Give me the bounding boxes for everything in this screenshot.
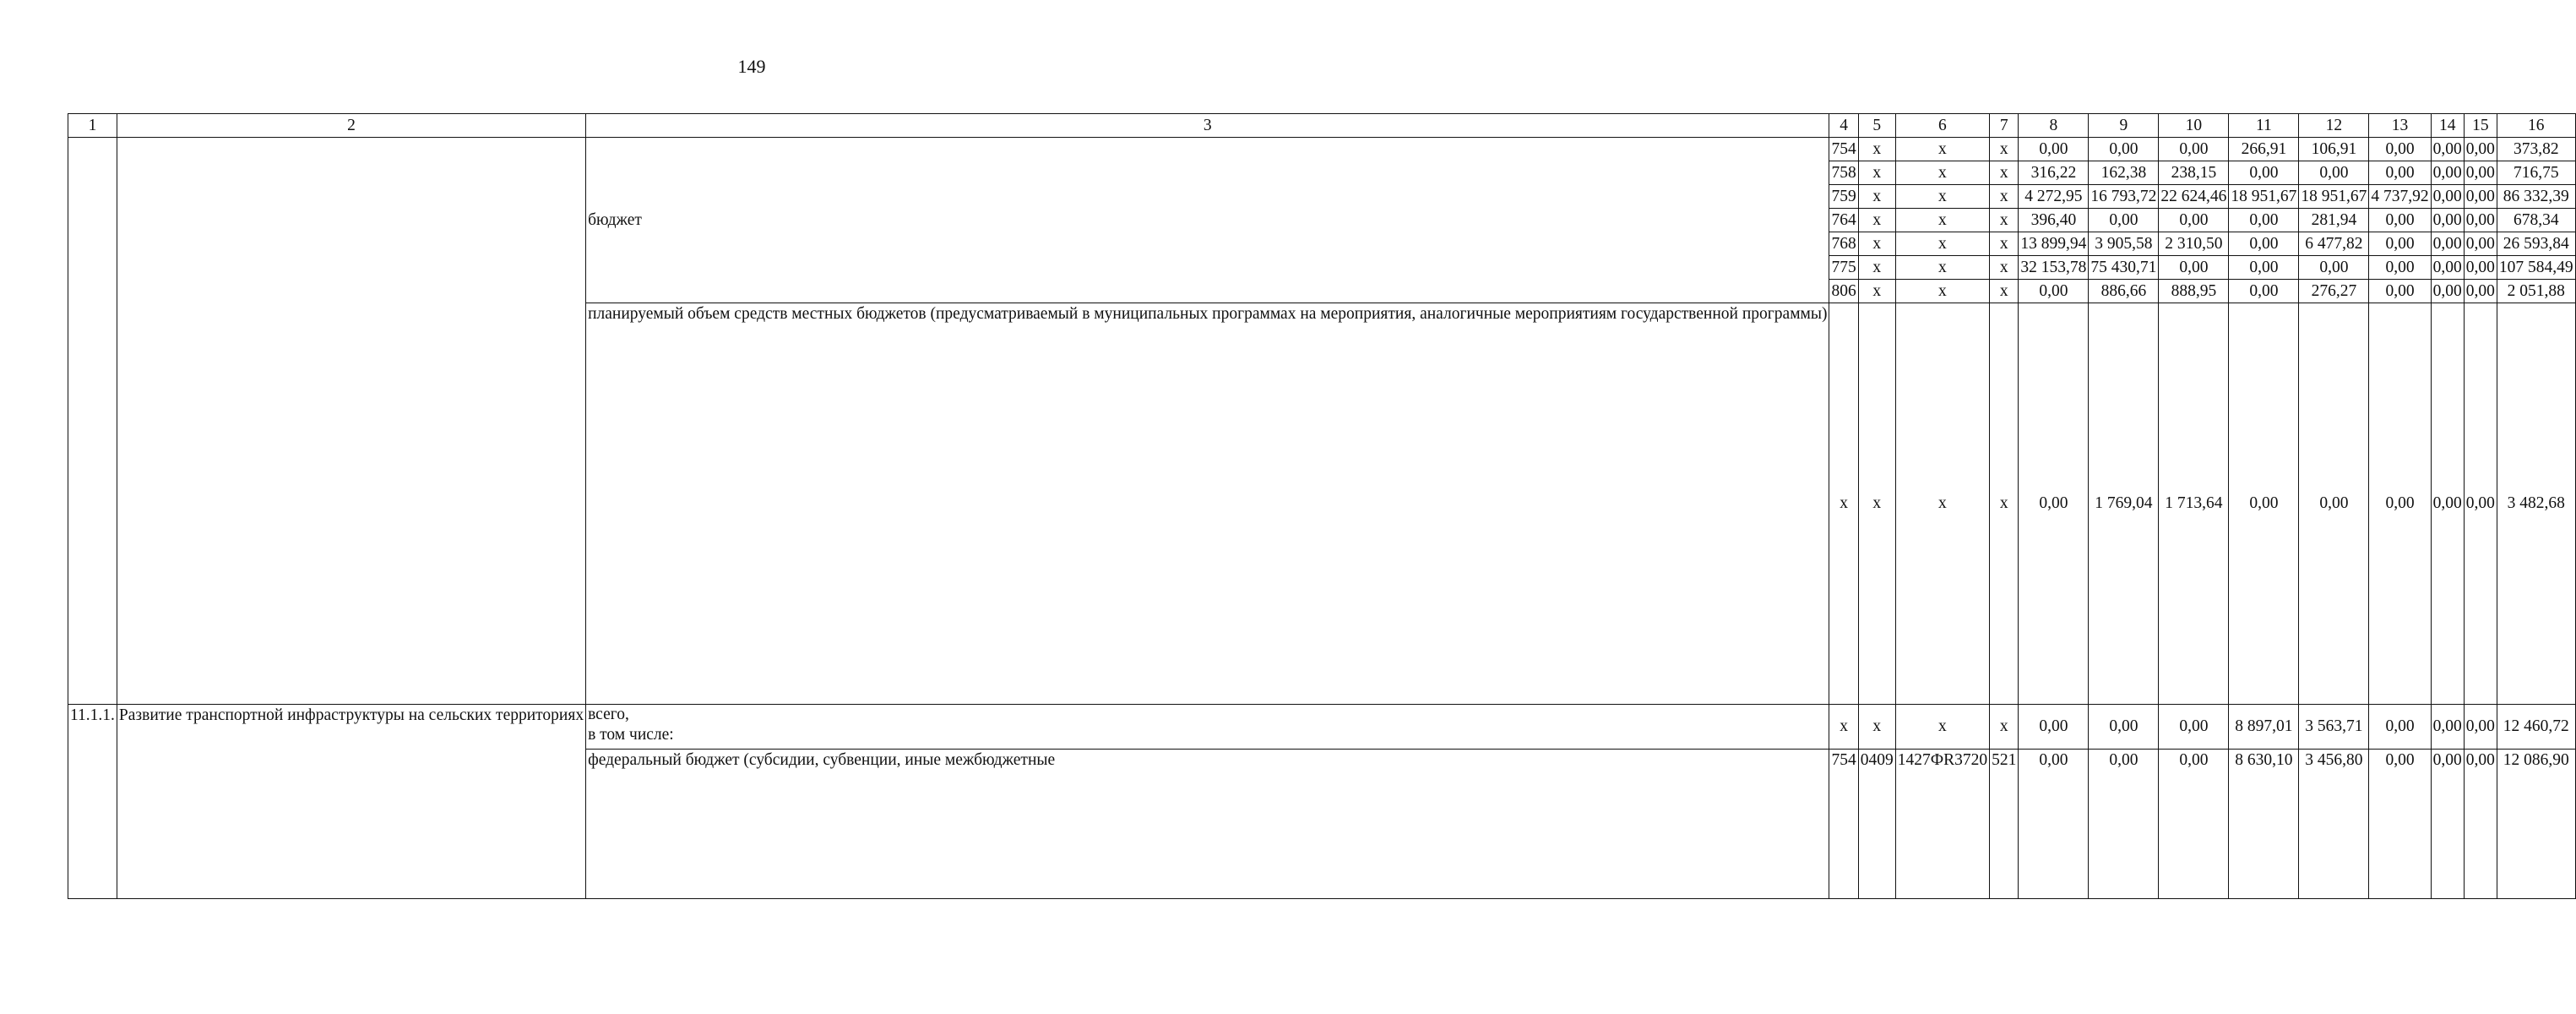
table-cell: 0,00 (2019, 138, 2089, 161)
table-cell: 0,00 (2089, 138, 2159, 161)
table-cell: 0,00 (2369, 161, 2431, 185)
header-cell: 10 (2159, 114, 2229, 138)
table-cell: x (1858, 232, 1895, 256)
table-cell: 373,82 (2497, 138, 2575, 161)
table-cell: 0,00 (2464, 232, 2497, 256)
table-cell: 0,00 (2431, 209, 2464, 232)
header-cell: 2 (117, 114, 585, 138)
empty-cell (68, 138, 117, 705)
table-cell: x (1858, 161, 1895, 185)
header-cell: 5 (1858, 114, 1895, 138)
table-cell: 754 (1829, 750, 1858, 899)
table-cell: x (1990, 161, 2019, 185)
table-cell: 0,00 (2431, 161, 2464, 185)
table-cell: 0,00 (2431, 705, 2464, 750)
table-cell: 0,00 (2159, 705, 2229, 750)
table-cell: 754 (1829, 138, 1858, 161)
table-row (68, 138, 2576, 161)
table-cell: 3 905,58 (2089, 232, 2159, 256)
table-cell: 0,00 (2464, 256, 2497, 280)
table-cell: 8 897,01 (2229, 705, 2299, 750)
table-cell: 0,00 (2431, 232, 2464, 256)
table-cell: 0,00 (2464, 209, 2497, 232)
table-cell: 0,00 (2431, 256, 2464, 280)
table-cell: x (1990, 138, 2019, 161)
table-cell: 106,91 (2299, 138, 2369, 161)
table-cell: 0,00 (2299, 303, 2369, 705)
table-cell: x (1990, 705, 2019, 750)
table-cell: x (1858, 256, 1895, 280)
table-cell: 886,66 (2089, 280, 2159, 303)
table-cell: 6 477,82 (2299, 232, 2369, 256)
table-cell: x (1990, 185, 2019, 209)
header-row (68, 114, 2576, 138)
table-cell: 0,00 (2299, 256, 2369, 280)
table-cell: 0,00 (2019, 303, 2089, 705)
header-cell: 4 (1829, 114, 1858, 138)
table-cell: 4 272,95 (2019, 185, 2089, 209)
table-cell: 12 086,90 (2497, 750, 2575, 899)
header-cell: 8 (2019, 114, 2089, 138)
table-cell: 0,00 (2229, 280, 2299, 303)
table-cell: 18 951,67 (2299, 185, 2369, 209)
table-cell: x (1829, 705, 1858, 750)
table-cell: 276,27 (2299, 280, 2369, 303)
total-label-line-1: всего, (588, 706, 629, 723)
table-cell: 759 (1829, 185, 1858, 209)
header-cell: 16 (2497, 114, 2575, 138)
table-cell: 107 584,49 (2497, 256, 2575, 280)
total-label (586, 705, 1829, 750)
table-cell: 0,00 (2369, 750, 2431, 899)
table-cell: 4 737,92 (2369, 185, 2431, 209)
table-cell: 678,34 (2497, 209, 2575, 232)
item-total-row (68, 705, 2576, 750)
table-cell: 775 (1829, 256, 1858, 280)
table-cell: 0,00 (2229, 161, 2299, 185)
table-cell: 396,40 (2019, 209, 2089, 232)
table-cell: 18 951,67 (2229, 185, 2299, 209)
table-cell: 0,00 (2299, 161, 2369, 185)
table-cell: x (1895, 232, 1989, 256)
table-cell: 0,00 (2089, 705, 2159, 750)
table-cell: 281,94 (2299, 209, 2369, 232)
page-number: 149 (737, 56, 766, 77)
table-cell: 266,91 (2229, 138, 2299, 161)
table-cell: x (1895, 256, 1989, 280)
table-cell: x (1895, 209, 1989, 232)
header-cell: 11 (2229, 114, 2299, 138)
table-cell: 22 624,46 (2159, 185, 2229, 209)
table-cell: 0,00 (2019, 280, 2089, 303)
table-cell: 764 (1829, 209, 1858, 232)
table-cell: 26 593,84 (2497, 232, 2575, 256)
table-cell: 0,00 (2019, 750, 2089, 899)
header-cell: 1 (68, 114, 117, 138)
table-cell: 0,00 (2159, 256, 2229, 280)
table-cell: 0,00 (2369, 280, 2431, 303)
item-number: 11.1.1. (68, 705, 117, 899)
table-cell: 0,00 (2431, 280, 2464, 303)
table-cell: 758 (1829, 161, 1858, 185)
table-cell: 316,22 (2019, 161, 2089, 185)
table-cell: 162,38 (2089, 161, 2159, 185)
table-cell: 0,00 (2431, 303, 2464, 705)
table-cell: 0,00 (2229, 232, 2299, 256)
table-cell: 0,00 (2089, 209, 2159, 232)
table-cell: 0,00 (2159, 750, 2229, 899)
table-cell: 16 793,72 (2089, 185, 2159, 209)
table-cell: 0,00 (2464, 161, 2497, 185)
header-cell: 9 (2089, 114, 2159, 138)
table-cell: 768 (1829, 232, 1858, 256)
table-cell: 0,00 (2464, 750, 2497, 899)
table-cell: x (1895, 705, 1989, 750)
table-cell: x (1990, 280, 2019, 303)
budget-table (68, 113, 2576, 899)
table-cell: 888,95 (2159, 280, 2229, 303)
table-cell: 238,15 (2159, 161, 2229, 185)
table-cell: 0,00 (2229, 303, 2299, 705)
table-cell: 1 769,04 (2089, 303, 2159, 705)
table-cell: x (1990, 256, 2019, 280)
table-cell: x (1858, 185, 1895, 209)
federal-budget-label: федеральный бюджет (субсидии, субвенции, иные межбюджетные (586, 750, 1829, 899)
total-label-line-2: в том числе: (588, 726, 674, 744)
table-cell: x (1990, 232, 2019, 256)
header-cell: 15 (2464, 114, 2497, 138)
table-cell: 716,75 (2497, 161, 2575, 185)
item-name: Развитие транспортной инфраструктуры на сельских территориях (117, 705, 585, 899)
table-cell: 8 630,10 (2229, 750, 2299, 899)
header-cell: 14 (2431, 114, 2464, 138)
table-cell: 12 460,72 (2497, 705, 2575, 750)
header-cell: 3 (586, 114, 1829, 138)
table-cell: 0,00 (2229, 209, 2299, 232)
table-cell: 0,00 (2369, 256, 2431, 280)
table-cell: x (1829, 303, 1858, 705)
table-cell: x (1990, 209, 2019, 232)
table-cell: 3 456,80 (2299, 750, 2369, 899)
table-cell: x (1858, 209, 1895, 232)
table-cell: 3 482,68 (2497, 303, 2575, 705)
table-cell: x (1895, 280, 1989, 303)
table-cell: 1 713,64 (2159, 303, 2229, 705)
table-cell: 0,00 (2159, 209, 2229, 232)
table-cell: 0,00 (2431, 138, 2464, 161)
table-cell: x (1895, 138, 1989, 161)
header-cell: 6 (1895, 114, 1989, 138)
table-cell: 0,00 (2464, 138, 2497, 161)
table-cell: 2 051,88 (2497, 280, 2575, 303)
table-cell: 0,00 (2464, 185, 2497, 209)
table-cell: 0,00 (2369, 232, 2431, 256)
table-cell: 521 (1990, 750, 2019, 899)
table-cell: 806 (1829, 280, 1858, 303)
table-cell: x (1858, 705, 1895, 750)
table-cell: x (1990, 303, 2019, 705)
table-cell: x (1858, 303, 1895, 705)
table-cell: 86 332,39 (2497, 185, 2575, 209)
header-cell: 12 (2299, 114, 2369, 138)
table-cell: 2 310,50 (2159, 232, 2229, 256)
table-cell: 32 153,78 (2019, 256, 2089, 280)
table-cell: 75 430,71 (2089, 256, 2159, 280)
table-cell: 0,00 (2369, 705, 2431, 750)
table-cell: x (1895, 161, 1989, 185)
table-cell: 0,00 (2159, 138, 2229, 161)
table-cell: x (1858, 280, 1895, 303)
table-cell: 3 563,71 (2299, 705, 2369, 750)
local-budget-label: планируемый объем средств местных бюджетов (предусматриваемый в муниципальных программах на мероприятия, аналогичные мероприятиям государственной программы) (586, 303, 1829, 705)
table-cell: x (1858, 138, 1895, 161)
table-cell: 0,00 (2019, 705, 2089, 750)
table-cell: 0409 (1858, 750, 1895, 899)
empty-cell (117, 138, 585, 705)
budget-label: бюджет (586, 138, 1829, 303)
table-cell: 0,00 (2369, 209, 2431, 232)
table-cell: 0,00 (2089, 750, 2159, 899)
table-cell: 0,00 (2464, 280, 2497, 303)
table-cell: x (1895, 185, 1989, 209)
table-cell: 0,00 (2464, 303, 2497, 705)
header-cell: 7 (1990, 114, 2019, 138)
header-cell: 13 (2369, 114, 2431, 138)
table-cell: 1427ФR3720 (1895, 750, 1989, 899)
table-cell: 0,00 (2431, 750, 2464, 899)
table-cell: 0,00 (2431, 185, 2464, 209)
table-cell: 13 899,94 (2019, 232, 2089, 256)
table-cell: 0,00 (2369, 303, 2431, 705)
table-cell: 0,00 (2464, 705, 2497, 750)
table-cell: 0,00 (2369, 138, 2431, 161)
table-cell: 0,00 (2229, 256, 2299, 280)
table-cell: x (1895, 303, 1989, 705)
